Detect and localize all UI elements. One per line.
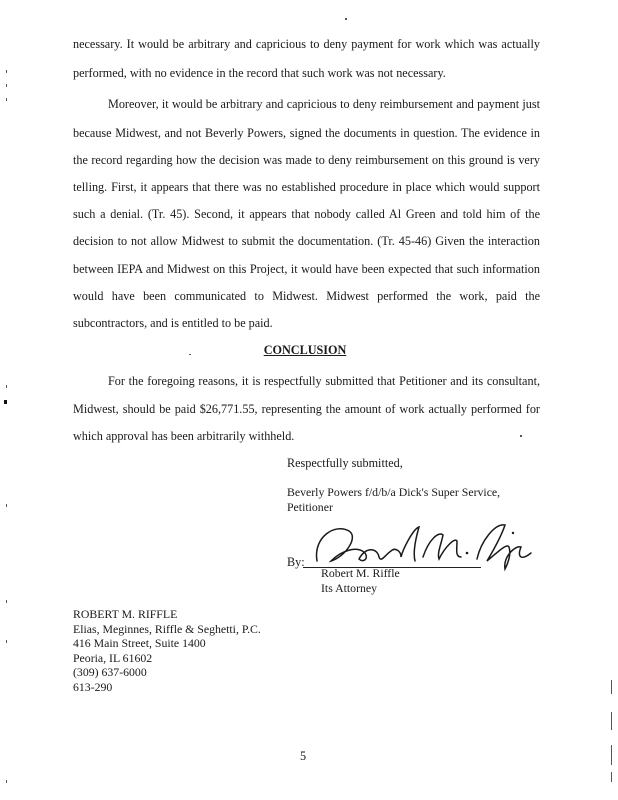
law-firm: Elias, Meginnes, Riffle & Seghetti, P.C. xyxy=(73,621,261,636)
phone-number: (309) 637-6000 xyxy=(73,665,147,679)
scan-speck xyxy=(6,640,7,643)
party-name: Beverly Powers f/d/b/a Dick's Super Service, xyxy=(287,485,501,499)
paragraph-3-line: For the foregoing reasons, it is respectfully submitted that Petitioner and its consultant, xyxy=(108,374,540,388)
scan-speck xyxy=(6,780,7,783)
closing-text: Respectfully submitted, xyxy=(287,456,403,470)
paragraph-2-line: Moreover, it would be arbitrary and capricious to deny reimbursement and payment just xyxy=(108,97,540,111)
attorney-block xyxy=(73,607,261,694)
scan-speck xyxy=(6,504,7,507)
paragraph-2-line: such a denial. (Tr. 45). Second, it appears that nobody called Al Green and told him of the xyxy=(73,207,540,221)
attorney-name: ROBERT M. RIFFLE xyxy=(73,607,178,621)
paragraph-2-line: subcontractors, and is entitled to be paid. xyxy=(73,316,273,330)
scan-speck xyxy=(611,712,612,730)
scan-speck xyxy=(6,84,7,87)
paragraph-2-line: because Midwest, and not Beverly Powers, signed the documents in question. The evidence in xyxy=(73,126,540,140)
paragraph-2-line: would have been communicated to Midwest. Midwest performed the work, paid the xyxy=(73,289,540,303)
party-block xyxy=(287,485,500,514)
handwritten-signature xyxy=(305,517,545,573)
attorney-id: 613-290 xyxy=(73,679,113,694)
street-address: 416 Main Street, Suite 1400 xyxy=(73,636,206,650)
scan-speck xyxy=(189,354,191,355)
scan-speck xyxy=(4,400,7,404)
signer-role: Its Attorney xyxy=(321,580,378,595)
scan-speck xyxy=(611,745,612,765)
by-label: By: xyxy=(287,555,305,569)
scan-speck xyxy=(6,385,7,388)
paragraph-3-line: Midwest, should be paid $26,771.55, representing the amount of work actually performed for xyxy=(73,402,540,416)
conclusion-heading: CONCLUSION xyxy=(263,343,347,357)
paragraph-2-line: the record regarding how the decision was made to deny reimbursement on this ground is very xyxy=(73,153,540,167)
scan-speck xyxy=(611,772,612,782)
scan-speck xyxy=(520,435,522,437)
paragraph-1-line: necessary. It would be arbitrary and capricious to deny payment for work which was actually xyxy=(73,37,540,51)
signer-block xyxy=(321,566,400,595)
party-designation: Petitioner xyxy=(287,499,333,514)
signer-name: Robert M. Riffle xyxy=(321,566,400,580)
scan-speck xyxy=(611,680,612,694)
scan-speck xyxy=(345,18,347,20)
scan-speck xyxy=(6,600,7,603)
paragraph-2-line: telling. First, it appears that there was no established procedure in place which would support xyxy=(73,180,540,194)
paragraph-3-line: which approval has been arbitrarily withheld. xyxy=(73,429,295,443)
paragraph-2-line: decision to not allow Midwest to submit the documentation. (Tr. 45-46) Given the interaction xyxy=(73,234,540,248)
paragraph-2-line: between IEPA and Midwest on this Project, it would have been expected that such information xyxy=(73,262,540,276)
scan-speck xyxy=(6,98,7,101)
city-state-zip: Peoria, IL 61602 xyxy=(73,650,153,665)
paragraph-1-line: performed, with no evidence in the record that such work was not necessary. xyxy=(73,66,446,80)
page-number: 5 xyxy=(300,749,307,763)
scan-speck xyxy=(6,70,7,73)
